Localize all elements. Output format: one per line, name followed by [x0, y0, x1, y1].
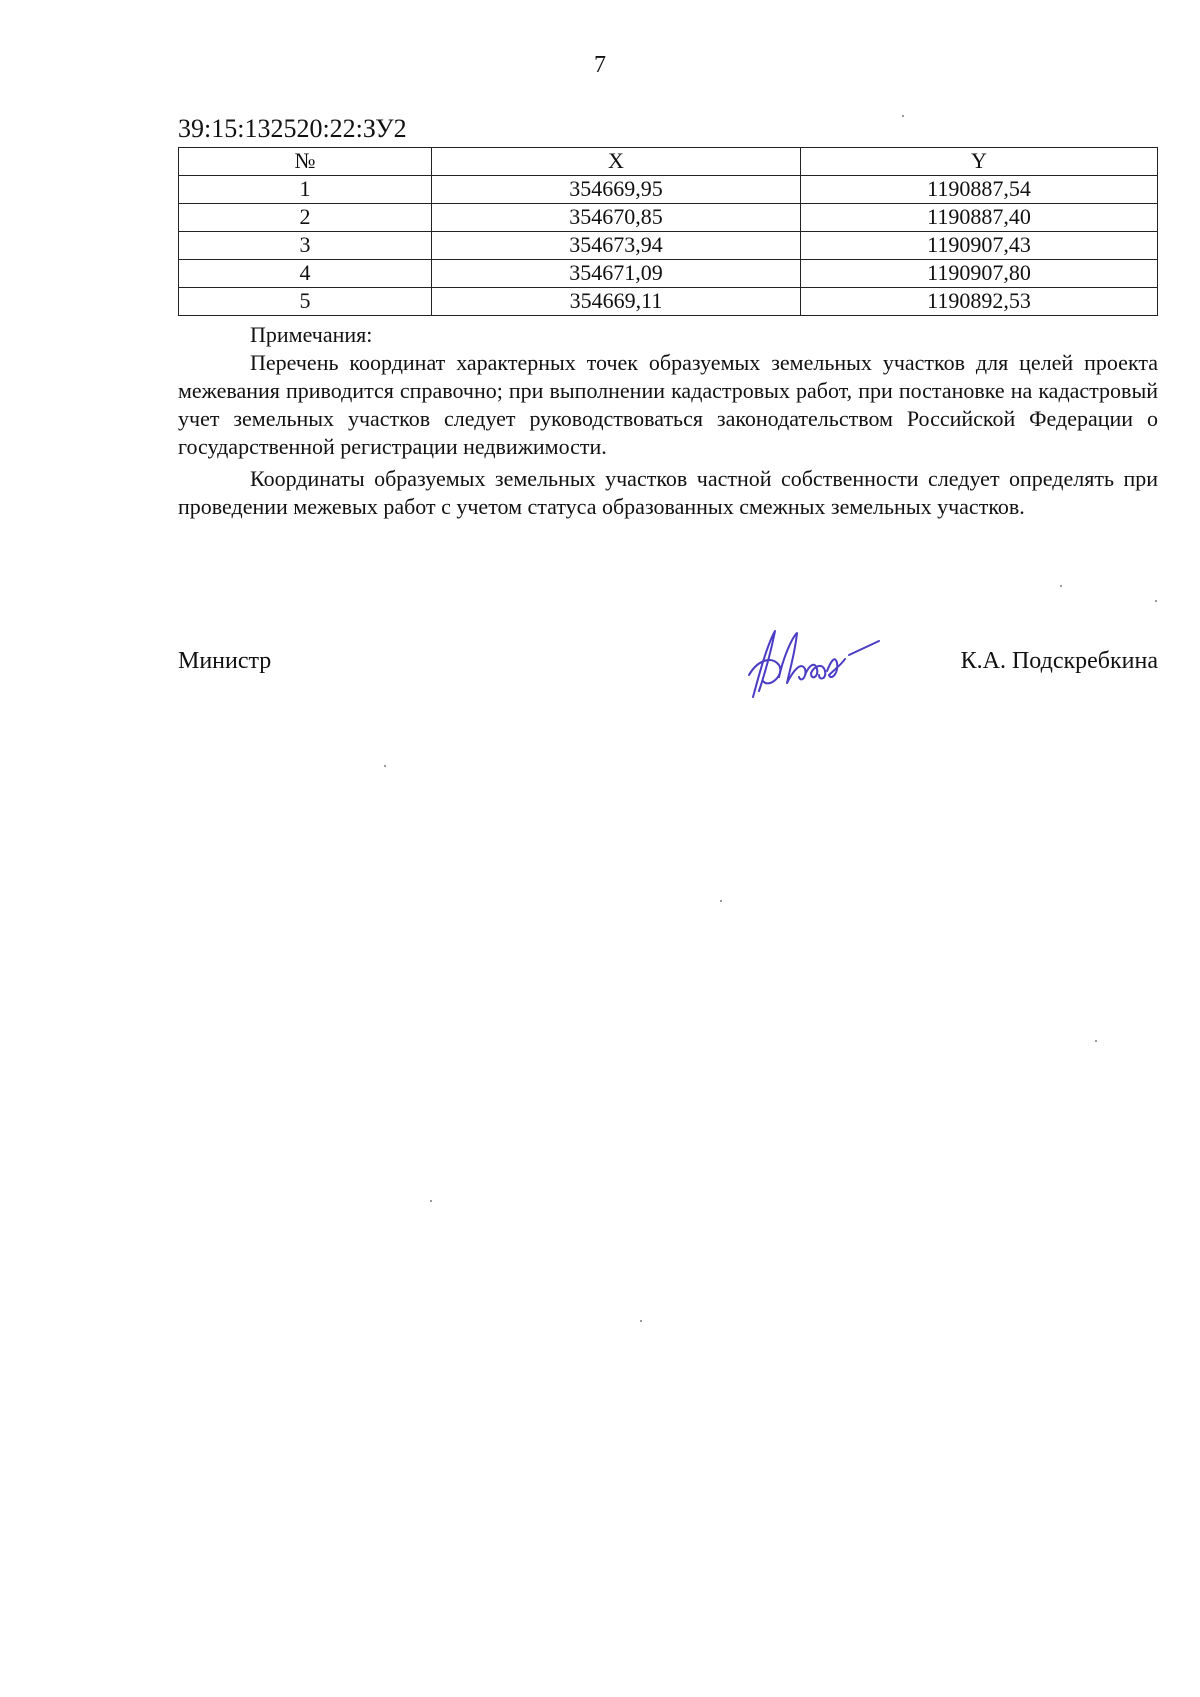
scan-speck — [720, 900, 722, 902]
notes-paragraph-2: Координаты образуемых земельных участков частной собственности следует определять при проведении межевых работ с учетом статуса образованных смежных земельных участков. — [178, 466, 1158, 519]
table-row — [179, 176, 1158, 204]
scan-speck — [1060, 585, 1062, 587]
x-coordinate-cell: 354671,09 — [432, 260, 801, 288]
notes-section — [178, 321, 1158, 521]
column-header-x: X — [432, 148, 801, 176]
x-coordinate-cell: 354669,95 — [432, 176, 801, 204]
point-number-cell: 3 — [179, 232, 432, 260]
table-row — [179, 204, 1158, 232]
x-coordinate-cell: 354673,94 — [432, 232, 801, 260]
point-number-cell: 2 — [179, 204, 432, 232]
table-row — [179, 288, 1158, 316]
y-coordinate-cell: 1190887,54 — [801, 176, 1158, 204]
point-number-cell: 4 — [179, 260, 432, 288]
table-header-row — [179, 148, 1158, 176]
signatory-title: Министр — [178, 648, 272, 674]
table-row — [179, 232, 1158, 260]
page-number: 7 — [594, 52, 606, 78]
y-coordinate-cell: 1190907,43 — [801, 232, 1158, 260]
signatory-name: К.А. Подскребкина — [960, 648, 1158, 674]
y-coordinate-cell: 1190887,40 — [801, 204, 1158, 232]
handwritten-signature-icon — [745, 625, 885, 705]
y-coordinate-cell: 1190892,53 — [801, 288, 1158, 316]
point-number-cell: 1 — [179, 176, 432, 204]
x-coordinate-cell: 354669,11 — [432, 288, 801, 316]
notes-paragraph-1: Перечень координат характерных точек образуемых земельных участков для целей проекта межевания приводится справочно; при выполнении кадастровых работ, при постановке на кадастровый учет земельных участков следует руководствоваться законодательством Российской Федерации о государственной регистрации недвижимости. — [178, 350, 1158, 459]
table-row — [179, 260, 1158, 288]
scan-speck — [902, 115, 904, 117]
scan-speck — [1155, 600, 1157, 602]
scan-speck — [640, 1320, 642, 1322]
coordinates-table — [178, 147, 1158, 316]
parcel-id-heading: 39:15:132520:22:ЗУ2 — [178, 114, 407, 143]
scan-speck — [430, 1200, 432, 1202]
scan-speck — [384, 765, 386, 767]
x-coordinate-cell: 354670,85 — [432, 204, 801, 232]
y-coordinate-cell: 1190907,80 — [801, 260, 1158, 288]
point-number-cell: 5 — [179, 288, 432, 316]
scan-speck — [1095, 1040, 1097, 1042]
column-header-y: Y — [801, 148, 1158, 176]
notes-heading: Примечания: — [250, 322, 373, 347]
column-header-number: № — [179, 148, 432, 176]
